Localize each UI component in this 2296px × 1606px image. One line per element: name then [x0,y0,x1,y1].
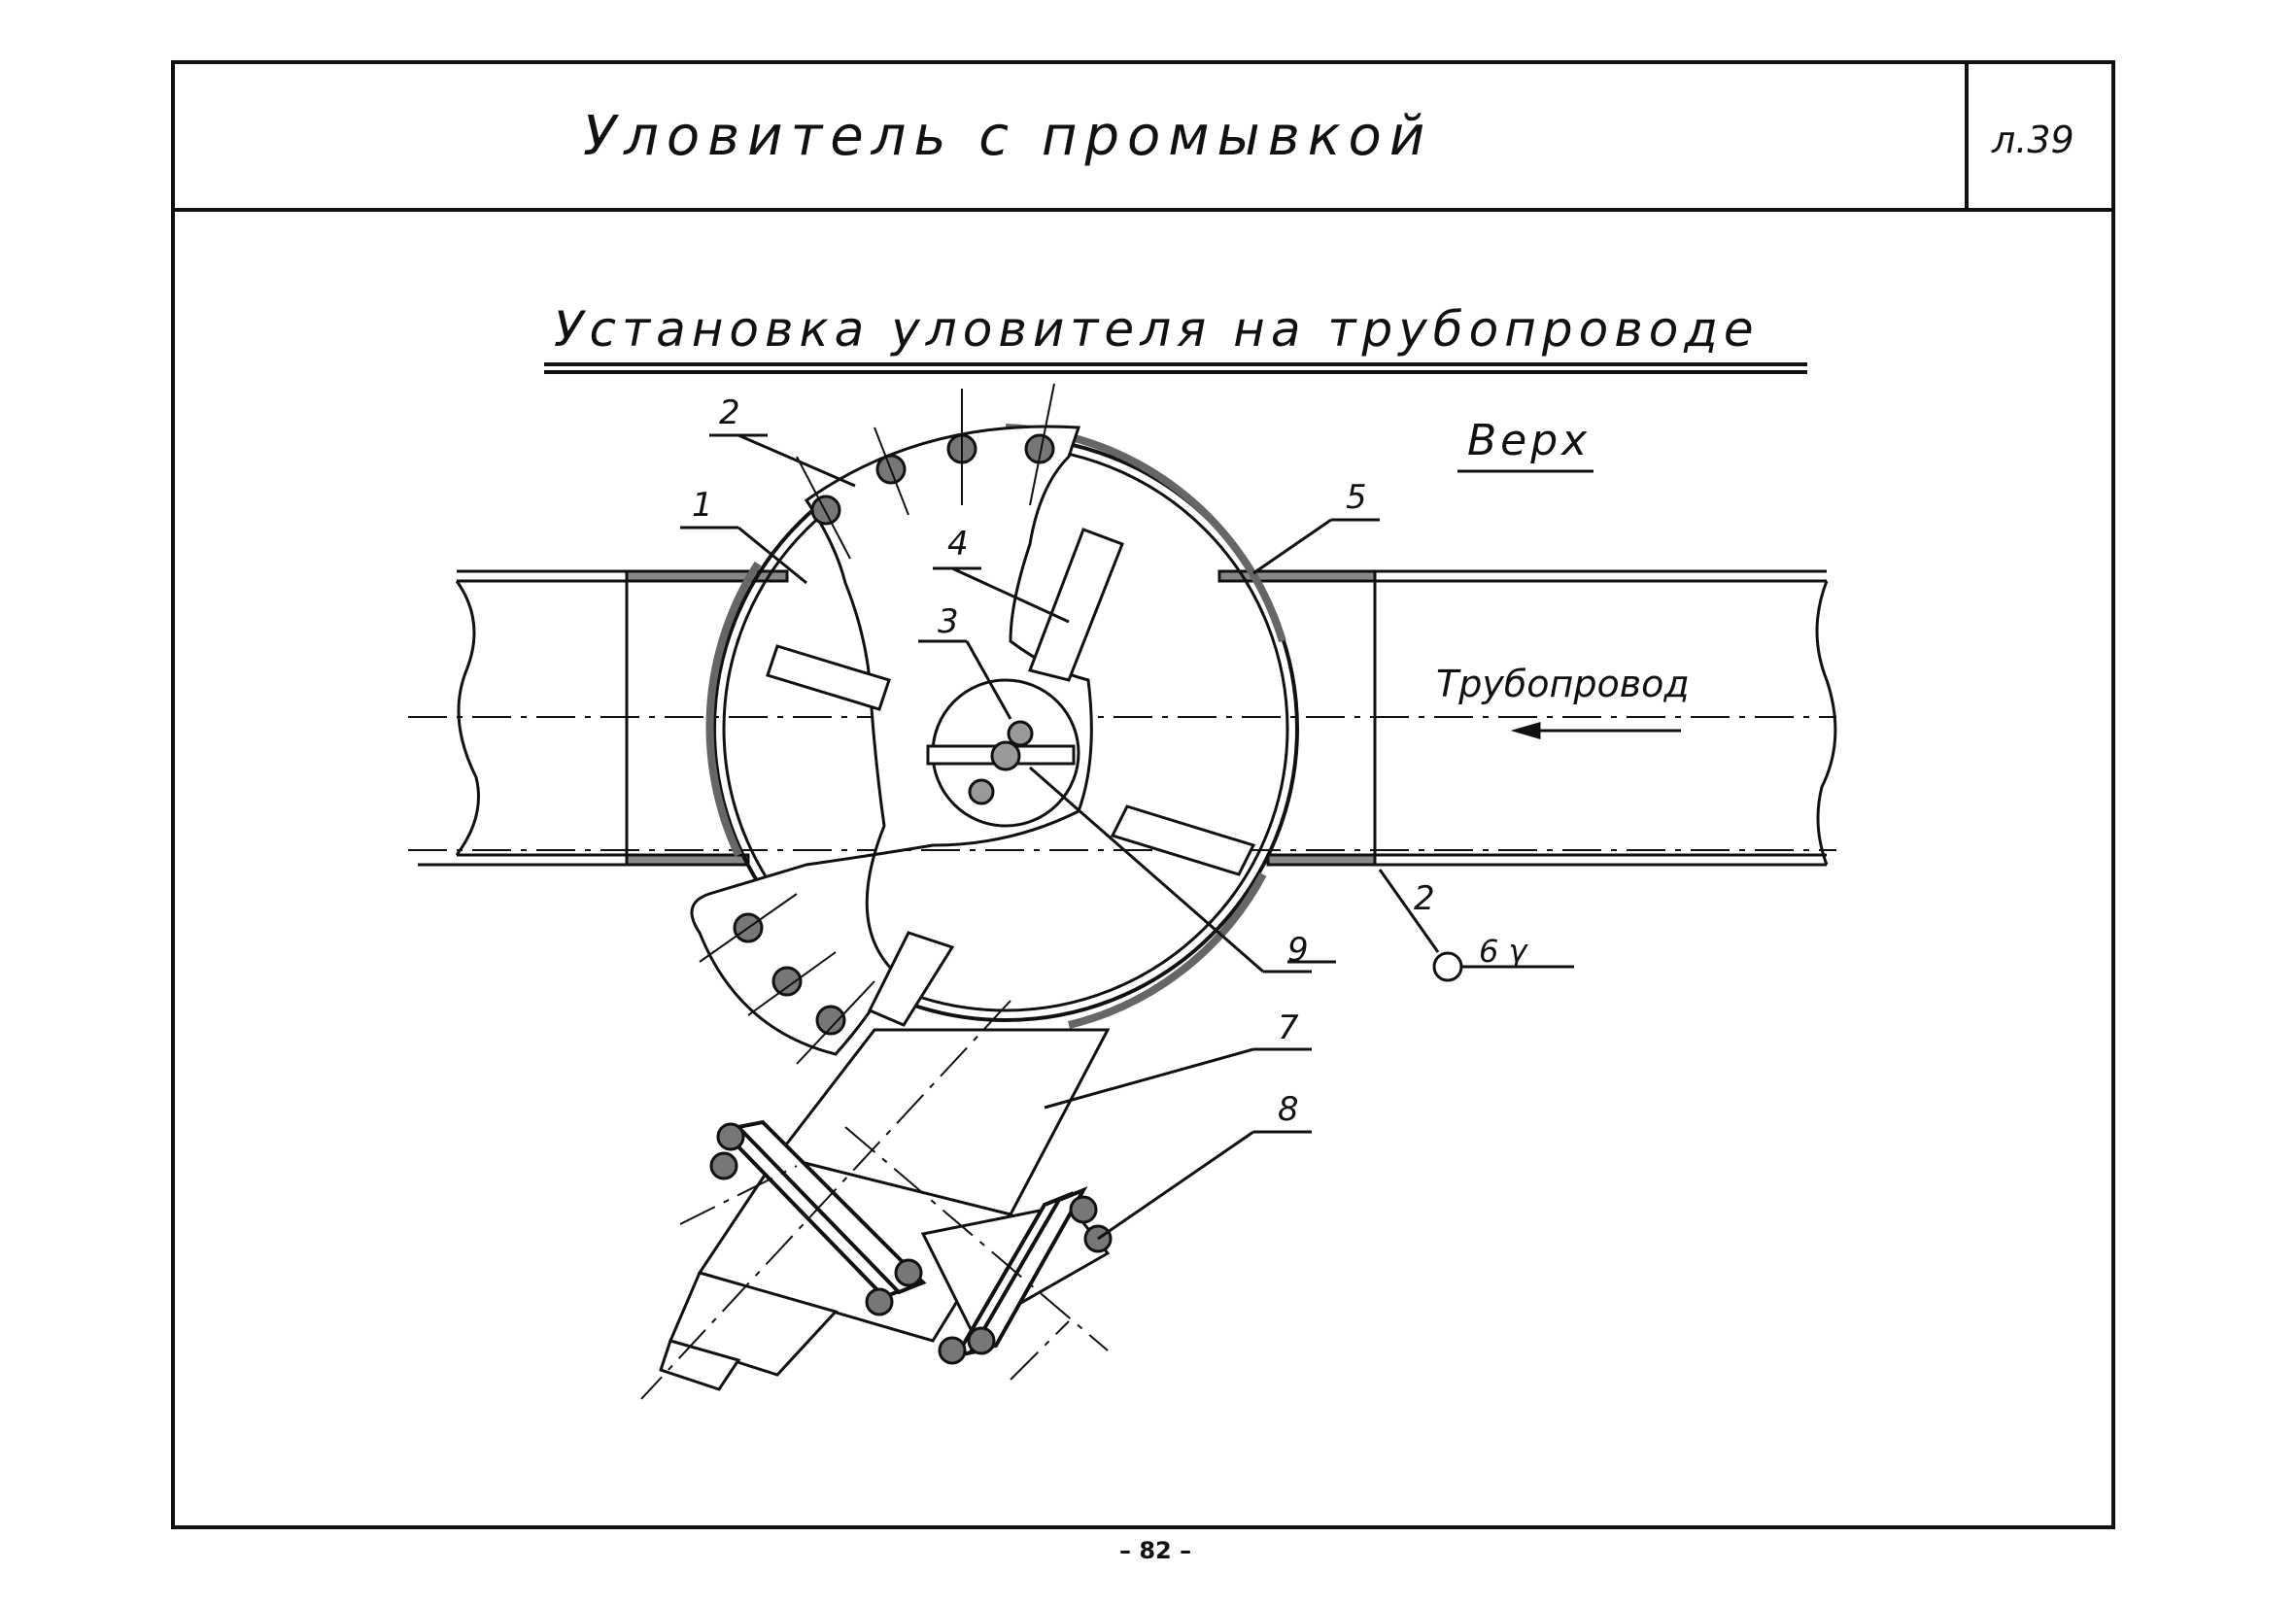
drawing-title: Уловитель с промывкой [583,105,1433,168]
callout-9: 9 [1287,931,1309,970]
pipeline-label: Трубопровод [1436,663,1690,705]
callout-5: 5 [1346,478,1367,517]
view-subtitle: Установка уловителя на трубопроводе [554,301,1760,358]
callout-4: 4 [947,525,969,564]
callout-7: 7 [1278,1008,1299,1047]
callout-2-weld: 2 [1414,879,1435,918]
top-orientation-label: Верх [1467,416,1592,465]
weld-symbol-icon [1434,953,1461,980]
flow-arrow-icon [1516,724,1681,737]
sheet-number: л.39 [1992,119,2074,161]
subtitle-underline [544,364,1807,372]
callout-1: 1 [692,486,713,525]
callout-3: 3 [938,602,959,641]
callout-8: 8 [1278,1090,1299,1129]
callout-2: 2 [719,393,740,432]
weld-note: 6 γ [1479,933,1527,970]
page-number: – 82 – [1119,1537,1192,1564]
